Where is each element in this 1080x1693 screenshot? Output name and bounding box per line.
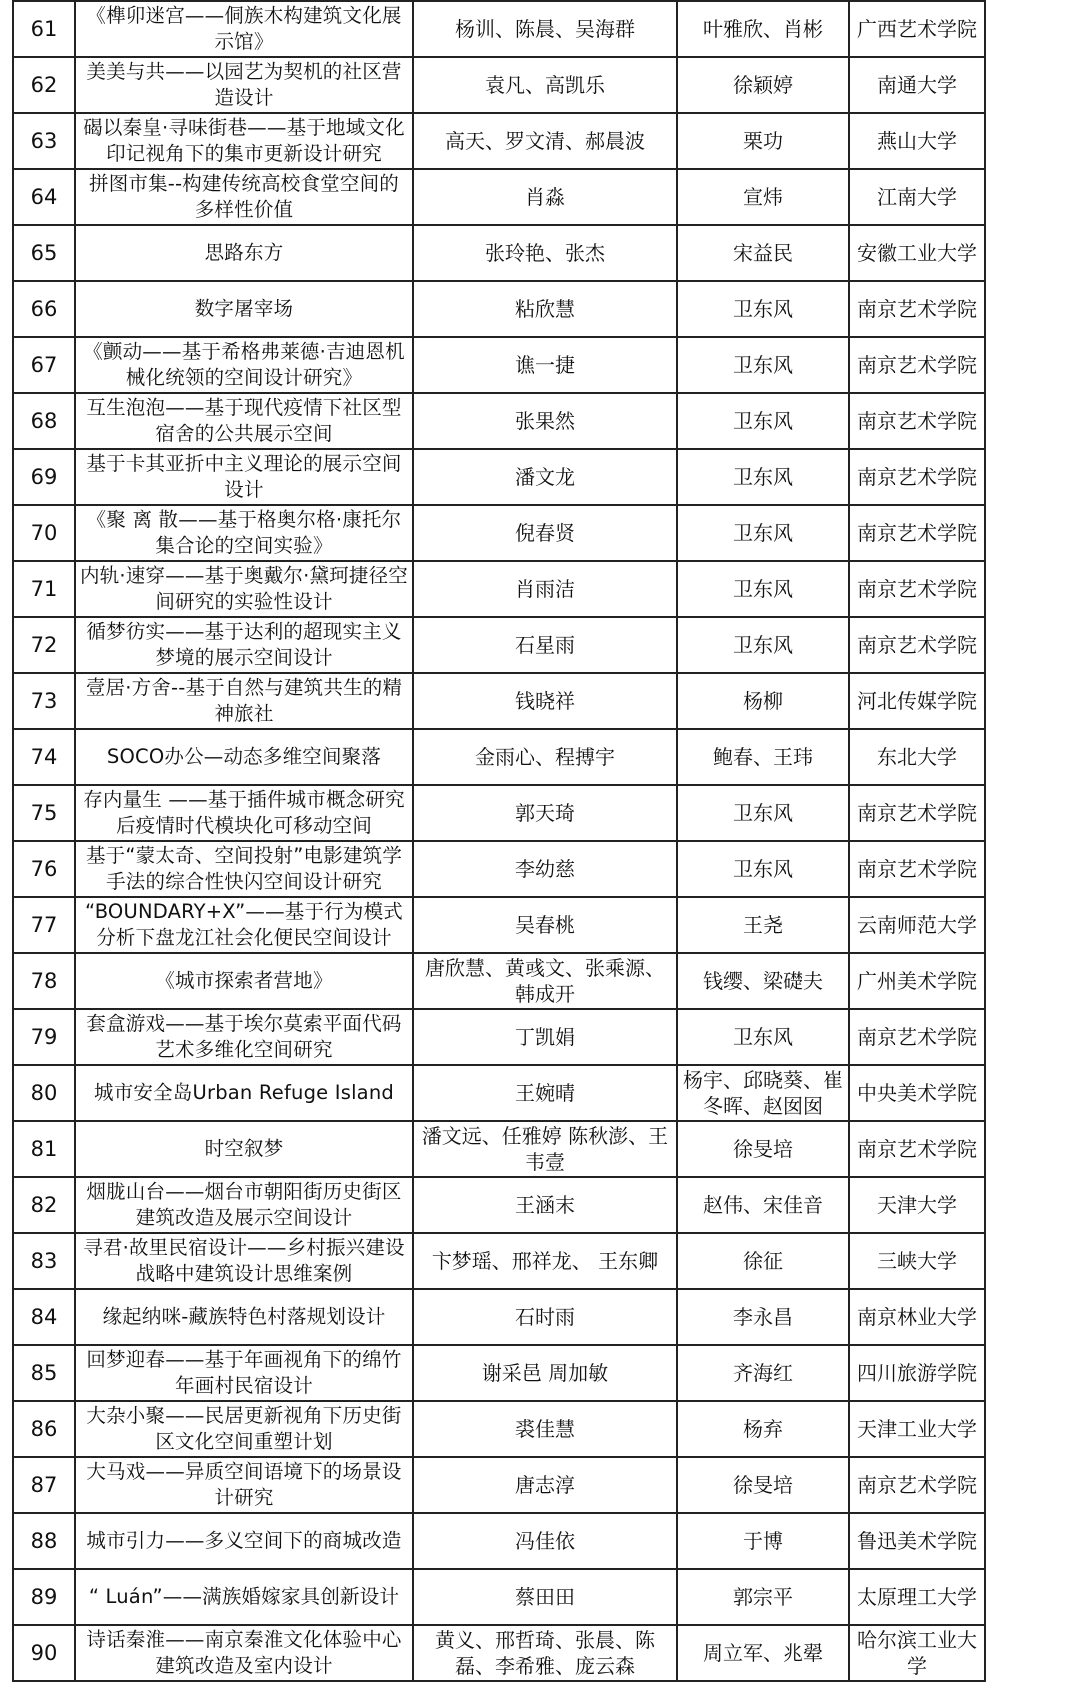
table-row (13, 1513, 985, 1569)
table-row (13, 57, 985, 113)
authors-cell: 谢采邑 周加敏 (413, 1345, 677, 1401)
row-number-cell: 70 (13, 505, 75, 561)
authors-cell: 黄义、邢哲琦、张晨、陈磊、李希雅、庞云森 (413, 1625, 677, 1681)
advisor-cell: 卫东风 (677, 617, 849, 673)
authors-cell: 郭天琦 (413, 785, 677, 841)
table-row (13, 281, 985, 337)
row-number-cell: 88 (13, 1513, 75, 1569)
table-row (13, 841, 985, 897)
row-number-cell: 84 (13, 1289, 75, 1345)
project-title-cell: 《聚 离 散——基于格奥尔格·康托尔集合论的空间实验》 (75, 505, 413, 561)
advisor-cell: 于博 (677, 1513, 849, 1569)
school-cell: 太原理工大学 (849, 1569, 985, 1625)
authors-cell: 钱晓祥 (413, 673, 677, 729)
table-row (13, 337, 985, 393)
table-row (13, 1, 985, 57)
project-title-cell: 烟胧山台——烟台市朝阳街历史街区建筑改造及展示空间设计 (75, 1177, 413, 1233)
school-cell: 哈尔滨工业大学 (849, 1625, 985, 1681)
advisor-cell: 卫东风 (677, 561, 849, 617)
authors-cell: 张玲艳、张杰 (413, 225, 677, 281)
authors-cell: 袁凡、高凯乐 (413, 57, 677, 113)
authors-cell: 丁凯娟 (413, 1009, 677, 1065)
row-number-cell: 82 (13, 1177, 75, 1233)
school-cell: 天津大学 (849, 1177, 985, 1233)
table-row (13, 897, 985, 953)
table-row (13, 673, 985, 729)
advisor-cell: 王尧 (677, 897, 849, 953)
table-row (13, 953, 985, 1009)
row-number-cell: 83 (13, 1233, 75, 1289)
project-title-cell: 碣以秦皇·寻味街巷——基于地域文化印记视角下的集市更新设计研究 (75, 113, 413, 169)
row-number-cell: 62 (13, 57, 75, 113)
authors-cell: 石星雨 (413, 617, 677, 673)
school-cell: 南京艺术学院 (849, 785, 985, 841)
project-title-cell: 大马戏——异质空间语境下的场景设计研究 (75, 1457, 413, 1513)
row-number-cell: 78 (13, 953, 75, 1009)
row-number-cell: 74 (13, 729, 75, 785)
school-cell: 南京艺术学院 (849, 505, 985, 561)
project-title-cell: 回梦迎春——基于年画视角下的绵竹年画村民宿设计 (75, 1345, 413, 1401)
advisor-cell: 齐海红 (677, 1345, 849, 1401)
table-row (13, 1289, 985, 1345)
school-cell: 南京林业大学 (849, 1289, 985, 1345)
school-cell: 燕山大学 (849, 113, 985, 169)
row-number-cell: 86 (13, 1401, 75, 1457)
school-cell: 南京艺术学院 (849, 617, 985, 673)
project-title-cell: 美美与共——以园艺为契机的社区营造设计 (75, 57, 413, 113)
advisor-cell: 杨柳 (677, 673, 849, 729)
advisor-cell: 杨弃 (677, 1401, 849, 1457)
authors-cell: 王涵末 (413, 1177, 677, 1233)
advisor-cell: 卫东风 (677, 449, 849, 505)
row-number-cell: 73 (13, 673, 75, 729)
project-title-cell: 《榫卯迷宫——侗族木构建筑文化展示馆》 (75, 1, 413, 57)
advisor-cell: 宋益民 (677, 225, 849, 281)
advisor-cell: 郭宗平 (677, 1569, 849, 1625)
table-row (13, 1401, 985, 1457)
authors-cell: 唐志淳 (413, 1457, 677, 1513)
advisor-cell: 卫东风 (677, 1009, 849, 1065)
advisor-cell: 卫东风 (677, 841, 849, 897)
school-cell: 江南大学 (849, 169, 985, 225)
row-number-cell: 66 (13, 281, 75, 337)
authors-cell: 王婉晴 (413, 1065, 677, 1121)
table-row (13, 1009, 985, 1065)
advisor-cell: 卫东风 (677, 393, 849, 449)
authors-cell: 卞梦瑶、邢祥龙、 王东卿 (413, 1233, 677, 1289)
project-title-cell: 基于卡其亚折中主义理论的展示空间设计 (75, 449, 413, 505)
authors-cell: 倪春贤 (413, 505, 677, 561)
authors-cell: 粘欣慧 (413, 281, 677, 337)
table-row (13, 729, 985, 785)
authors-cell: 蔡田田 (413, 1569, 677, 1625)
row-number-cell: 63 (13, 113, 75, 169)
table-row (13, 113, 985, 169)
school-cell: 南京艺术学院 (849, 1457, 985, 1513)
advisor-cell: 卫东风 (677, 505, 849, 561)
row-number-cell: 72 (13, 617, 75, 673)
school-cell: 三峡大学 (849, 1233, 985, 1289)
school-cell: 东北大学 (849, 729, 985, 785)
authors-cell: 杨训、陈晨、吴海群 (413, 1, 677, 57)
row-number-cell: 65 (13, 225, 75, 281)
project-title-cell: 数字屠宰场 (75, 281, 413, 337)
project-title-cell: 套盒游戏——基于埃尔莫索平面代码艺术多维化空间研究 (75, 1009, 413, 1065)
school-cell: 南京艺术学院 (849, 841, 985, 897)
advisor-cell: 周立军、兆翚 (677, 1625, 849, 1681)
authors-cell: 肖雨洁 (413, 561, 677, 617)
school-cell: 天津工业大学 (849, 1401, 985, 1457)
row-number-cell: 89 (13, 1569, 75, 1625)
school-cell: 南通大学 (849, 57, 985, 113)
school-cell: 南京艺术学院 (849, 1009, 985, 1065)
row-number-cell: 81 (13, 1121, 75, 1177)
school-cell: 广西艺术学院 (849, 1, 985, 57)
table-row (13, 1569, 985, 1625)
row-number-cell: 75 (13, 785, 75, 841)
table-row (13, 1121, 985, 1177)
row-number-cell: 85 (13, 1345, 75, 1401)
advisor-cell: 徐旻培 (677, 1121, 849, 1177)
project-title-cell: 诗话秦淮——南京秦淮文化体验中心建筑改造及室内设计 (75, 1625, 413, 1681)
advisor-cell: 徐征 (677, 1233, 849, 1289)
authors-cell: 肖淼 (413, 169, 677, 225)
advisor-cell: 卫东风 (677, 337, 849, 393)
authors-cell: 裘佳慧 (413, 1401, 677, 1457)
school-cell: 南京艺术学院 (849, 449, 985, 505)
school-cell: 中央美术学院 (849, 1065, 985, 1121)
table-row (13, 1177, 985, 1233)
authors-cell: 金雨心、程搏宇 (413, 729, 677, 785)
project-title-cell: 《城市探索者营地》 (75, 953, 413, 1009)
project-title-cell: SOCO办公—动态多维空间聚落 (75, 729, 413, 785)
project-title-cell: 壹居·方舍--基于自然与建筑共生的精神旅社 (75, 673, 413, 729)
row-number-cell: 76 (13, 841, 75, 897)
authors-cell: 谯一捷 (413, 337, 677, 393)
project-title-cell: 拼图市集--构建传统高校食堂空间的多样性价值 (75, 169, 413, 225)
table-row (13, 785, 985, 841)
authors-cell: 冯佳依 (413, 1513, 677, 1569)
project-title-cell: 存内量生 ——基于插件城市概念研究后疫情时代模块化可移动空间 (75, 785, 413, 841)
advisor-cell: 杨宇、邱晓葵、崔冬晖、赵囡囡 (677, 1065, 849, 1121)
project-title-cell: 基于“蒙太奇、空间投射”电影建筑学手法的综合性快闪空间设计研究 (75, 841, 413, 897)
project-title-cell: 大杂小聚——民居更新视角下历史街区文化空间重塑计划 (75, 1401, 413, 1457)
table-row (13, 561, 985, 617)
authors-cell: 李幼慈 (413, 841, 677, 897)
project-title-cell: 缘起纳咪-藏族特色村落规划设计 (75, 1289, 413, 1345)
project-title-cell: 城市引力——多义空间下的商城改造 (75, 1513, 413, 1569)
advisor-cell: 鲍春、王玮 (677, 729, 849, 785)
authors-cell: 石时雨 (413, 1289, 677, 1345)
advisor-cell: 徐颖婷 (677, 57, 849, 113)
school-cell: 云南师范大学 (849, 897, 985, 953)
row-number-cell: 87 (13, 1457, 75, 1513)
row-number-cell: 67 (13, 337, 75, 393)
table-row (13, 225, 985, 281)
advisor-cell: 李永昌 (677, 1289, 849, 1345)
school-cell: 河北传媒学院 (849, 673, 985, 729)
table-row (13, 1233, 985, 1289)
table-row (13, 1457, 985, 1513)
table-row (13, 449, 985, 505)
authors-cell: 潘文龙 (413, 449, 677, 505)
table-row (13, 617, 985, 673)
project-title-cell: 城市安全岛Urban Refuge Island (75, 1065, 413, 1121)
row-number-cell: 61 (13, 1, 75, 57)
table-row (13, 393, 985, 449)
authors-cell: 高天、罗文清、郝晨波 (413, 113, 677, 169)
advisor-cell: 卫东风 (677, 281, 849, 337)
school-cell: 广州美术学院 (849, 953, 985, 1009)
awards-table-body (13, 1, 985, 1681)
school-cell: 南京艺术学院 (849, 337, 985, 393)
table-row (13, 1625, 985, 1681)
row-number-cell: 71 (13, 561, 75, 617)
school-cell: 鲁迅美术学院 (849, 1513, 985, 1569)
advisor-cell: 卫东风 (677, 785, 849, 841)
advisor-cell: 钱缨、梁礎夫 (677, 953, 849, 1009)
advisor-cell: 叶雅欣、肖彬 (677, 1, 849, 57)
row-number-cell: 69 (13, 449, 75, 505)
table-row (13, 1065, 985, 1121)
school-cell: 四川旅游学院 (849, 1345, 985, 1401)
project-title-cell: 时空叙梦 (75, 1121, 413, 1177)
row-number-cell: 77 (13, 897, 75, 953)
school-cell: 南京艺术学院 (849, 281, 985, 337)
authors-cell: 潘文远、任雅婷 陈秋澎、王韦壹 (413, 1121, 677, 1177)
row-number-cell: 80 (13, 1065, 75, 1121)
project-title-cell: 互生泡泡——基于现代疫情下社区型宿舍的公共展示空间 (75, 393, 413, 449)
authors-cell: 吴春桃 (413, 897, 677, 953)
row-number-cell: 90 (13, 1625, 75, 1681)
project-title-cell: 《颤动——基于希格弗莱德·吉迪恩机械化统领的空间设计研究》 (75, 337, 413, 393)
advisor-cell: 宣炜 (677, 169, 849, 225)
school-cell: 南京艺术学院 (849, 393, 985, 449)
table-row (13, 169, 985, 225)
advisor-cell: 栗功 (677, 113, 849, 169)
project-title-cell: “BOUNDARY+X”——基于行为模式分析下盘龙江社会化便民空间设计 (75, 897, 413, 953)
advisor-cell: 赵伟、宋佳音 (677, 1177, 849, 1233)
project-title-cell: 寻君·故里民宿设计——乡村振兴建设战略中建筑设计思维案例 (75, 1233, 413, 1289)
row-number-cell: 64 (13, 169, 75, 225)
authors-cell: 张果然 (413, 393, 677, 449)
school-cell: 南京艺术学院 (849, 1121, 985, 1177)
project-title-cell: 循梦彷实——基于达利的超现实主义梦境的展示空间设计 (75, 617, 413, 673)
project-title-cell: 思路东方 (75, 225, 413, 281)
table-row (13, 505, 985, 561)
school-cell: 南京艺术学院 (849, 561, 985, 617)
row-number-cell: 79 (13, 1009, 75, 1065)
awards-table (12, 0, 986, 1682)
project-title-cell: 内轨·速穿——基于奥戴尔·黛珂捷径空间研究的实验性设计 (75, 561, 413, 617)
row-number-cell: 68 (13, 393, 75, 449)
school-cell: 安徽工业大学 (849, 225, 985, 281)
authors-cell: 唐欣慧、黄彧文、张乘源、韩成开 (413, 953, 677, 1009)
advisor-cell: 徐旻培 (677, 1457, 849, 1513)
project-title-cell: “ Luán”——满族婚嫁家具创新设计 (75, 1569, 413, 1625)
table-row (13, 1345, 985, 1401)
